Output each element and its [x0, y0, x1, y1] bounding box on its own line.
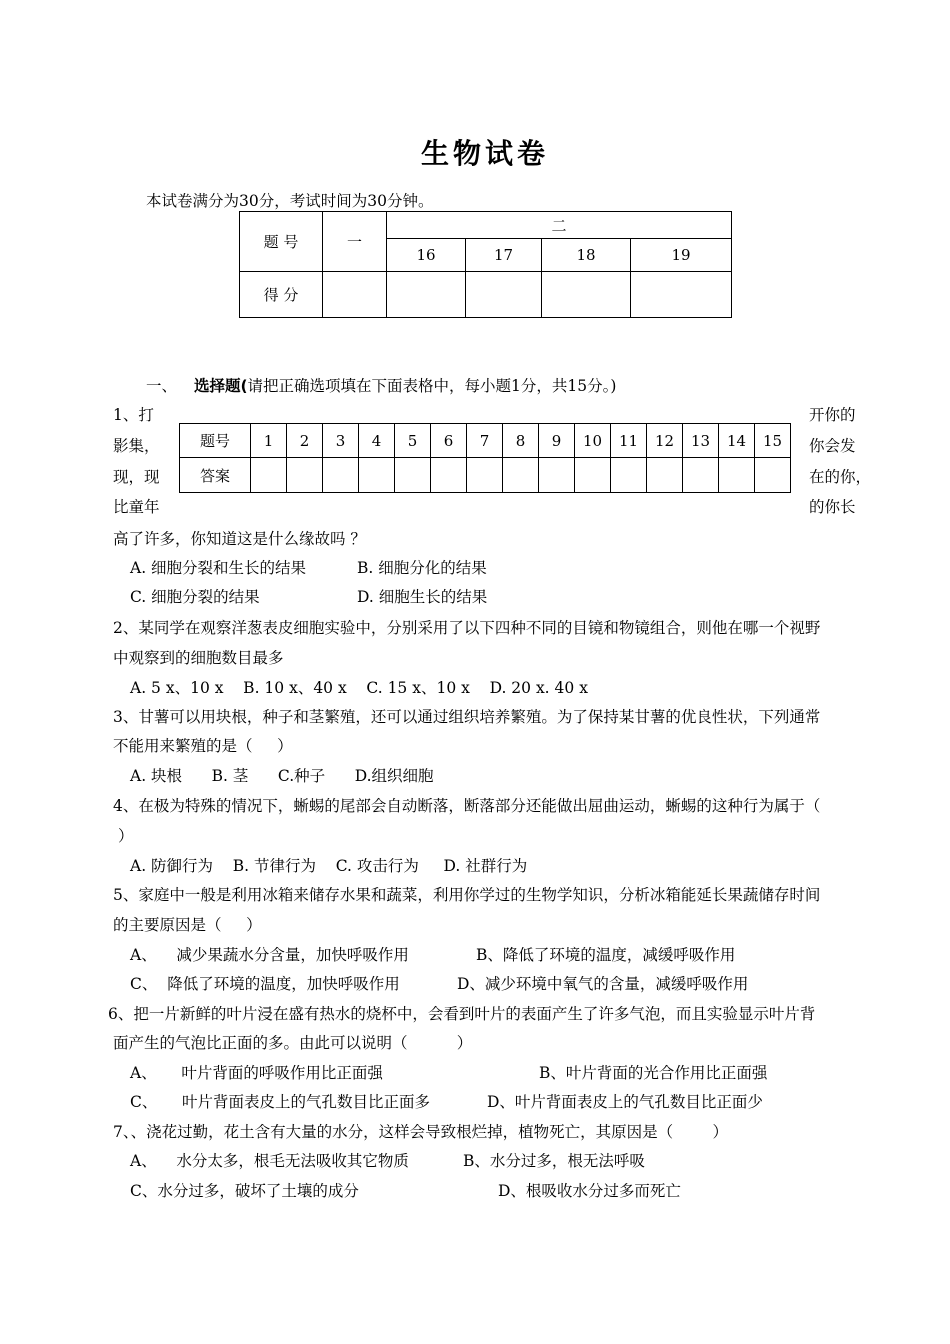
answer-cell[interactable] [575, 458, 611, 493]
q2-line2: 中观察到的细胞数目最多 [113, 649, 284, 667]
score-table [239, 211, 732, 318]
q7-option-c: C、水分过多，破坏了土壤的成分 [130, 1182, 359, 1200]
answer-cell[interactable] [611, 458, 647, 493]
q5-option-a: A、 减少果蔬水分含量，加快呼吸作用 [130, 946, 409, 964]
q7-option-d: D、根吸收水分过多而死亡 [498, 1182, 681, 1200]
score-table-num-19: 19 [631, 239, 732, 272]
q4-options: A. 防御行为 B. 节律行为 C. 攻击行为 D. 社群行为 [130, 857, 528, 875]
answer-table-num: 9 [539, 424, 575, 458]
answer-cell[interactable] [755, 458, 791, 493]
q7-option-b: B、水分过多，根无法呼吸 [463, 1152, 645, 1170]
section-one-heading [146, 374, 616, 396]
answer-cell[interactable] [395, 458, 431, 493]
q4-line2: ） [118, 827, 134, 845]
answer-cell[interactable] [359, 458, 395, 493]
q1-option-a: A. 细胞分裂和生长的结果 [130, 559, 307, 577]
answer-table-num: 12 [647, 424, 683, 458]
answer-cell[interactable] [431, 458, 467, 493]
score-table-num-18: 18 [542, 239, 631, 272]
q2-line1: 2、某同学在观察洋葱表皮细胞实验中，分别采用了以下四种不同的目镜和物镜组合，则他在哪一个视野 [113, 619, 821, 637]
answer-table-num: 3 [323, 424, 359, 458]
answer-table [179, 423, 791, 493]
answer-table-num: 2 [287, 424, 323, 458]
answer-cell[interactable] [503, 458, 539, 493]
answer-table-num: 15 [755, 424, 791, 458]
q6-option-b: B、叶片背面的光合作用比正面强 [539, 1064, 768, 1082]
score-table-section-one: 一 [323, 212, 387, 272]
q7-option-a: A、 水分太多，根毛无法吸收其它物质 [130, 1152, 409, 1170]
section-one-instruction: 请把正确选项填在下面表格中，每小题1分，共15分。) [247, 377, 617, 395]
answer-table-label-num: 题号 [180, 424, 251, 458]
q3-line1: 3、甘薯可以用块根，种子和茎繁殖，还可以通过组织培养繁殖。为了保持某甘薯的优良性状，下列通常 [113, 708, 821, 726]
answer-cell[interactable] [251, 458, 287, 493]
q1-right-line: 开你的 [809, 406, 856, 424]
q1-option-b: B. 细胞分化的结果 [357, 559, 487, 577]
q5-option-b: B、降低了环境的温度，减缓呼吸作用 [476, 946, 736, 964]
q5-line2: 的主要原因是（ ） [113, 916, 262, 934]
q7-line1: 7、、浇花过勤，花土含有大量的水分，这样会导致根烂掉，植物死亡，其原因是（ ） [113, 1123, 729, 1141]
score-cell[interactable] [387, 272, 466, 318]
q1-right-line: 你会发 [809, 437, 856, 455]
answer-cell[interactable] [683, 458, 719, 493]
score-table-label-num: 题 号 [240, 212, 323, 272]
page-title: 生物试卷 [420, 137, 549, 170]
answer-cell[interactable] [323, 458, 359, 493]
q1-option-c: C. 细胞分裂的结果 [130, 588, 260, 606]
answer-table-answer-row [180, 458, 791, 493]
answer-table-num: 6 [431, 424, 467, 458]
score-table-num-17: 17 [466, 239, 542, 272]
answer-table-num: 11 [611, 424, 647, 458]
q6-line1: 6、把一片新鲜的叶片浸在盛有热水的烧杯中，会看到叶片的表面产生了许多气泡，而且实验显示叶片背 [108, 1005, 816, 1023]
q4-line1: 4、在极为特殊的情况下，蜥蜴的尾部会自动断落，断落部分还能做出屈曲运动，蜥蜴的这种行为属于（ [113, 797, 821, 815]
q1-option-d: D. 细胞生长的结果 [357, 588, 488, 606]
answer-cell[interactable] [287, 458, 323, 493]
q6-option-c: C、 叶片背面表皮上的气孔数目比正面多 [130, 1093, 430, 1111]
answer-cell[interactable] [647, 458, 683, 493]
q1-left-line: 影集， [113, 437, 160, 455]
q1-left-line: 比童年 [113, 498, 160, 516]
section-one-prefix: 一、 [146, 377, 178, 395]
q5-option-c: C、 降低了环境的温度，加快呼吸作用 [130, 975, 400, 993]
score-cell[interactable] [542, 272, 631, 318]
answer-table-num: 4 [359, 424, 395, 458]
q5-line1: 5、家庭中一般是利用冰箱来储存水果和蔬菜，利用你学过的生物学知识，分析冰箱能延长果蔬储存时间 [113, 886, 821, 904]
answer-table-num: 1 [251, 424, 287, 458]
q2-options: A. 5 x、10 x B. 10 x、40 x C. 15 x、10 x D. 20 x. 40 x [130, 679, 588, 697]
q5-option-d: D、减少环境中氧气的含量，减缓呼吸作用 [457, 975, 749, 993]
q3-line2: 不能用来繁殖的是（ ） [113, 737, 293, 755]
q1-left-line: 现，现 [113, 468, 160, 486]
q6-option-d: D、叶片背面表皮上的气孔数目比正面少 [487, 1093, 763, 1111]
answer-cell[interactable] [467, 458, 503, 493]
q6-option-a: A、 叶片背面的呼吸作用比正面强 [130, 1064, 383, 1082]
score-cell[interactable] [631, 272, 732, 318]
answer-table-num: 14 [719, 424, 755, 458]
q3-options: A. 块根 B. 茎 C.种子 D.组织细胞 [130, 767, 434, 785]
score-cell[interactable] [323, 272, 387, 318]
answer-table-num: 13 [683, 424, 719, 458]
answer-cell[interactable] [539, 458, 575, 493]
q1-left-line: 1、打 [113, 406, 154, 424]
answer-table-num: 5 [395, 424, 431, 458]
q1-right-line: 在的你， [809, 468, 872, 486]
answer-table-num: 10 [575, 424, 611, 458]
exam-intro: 本试卷满分为30分，考试时间为30分钟。 [146, 192, 434, 210]
score-cell[interactable] [466, 272, 542, 318]
q1-right-line: 的你长 [809, 498, 856, 516]
score-table-section-two: 二 [387, 212, 732, 239]
answer-table-num: 8 [503, 424, 539, 458]
answer-table-num: 7 [467, 424, 503, 458]
score-table-label-score: 得 分 [240, 272, 323, 318]
answer-cell[interactable] [719, 458, 755, 493]
q1-tail: 高了许多，你知道这是什么缘故吗 ？ [113, 530, 366, 548]
answer-table-label-answer: 答案 [180, 458, 251, 493]
q6-line2: 面产生的气泡比正面的多。由此可以说明（ ） [113, 1034, 473, 1052]
answer-table-number-row [180, 424, 791, 458]
section-one-title: 选择题( [193, 377, 248, 395]
score-table-num-16: 16 [387, 239, 466, 272]
